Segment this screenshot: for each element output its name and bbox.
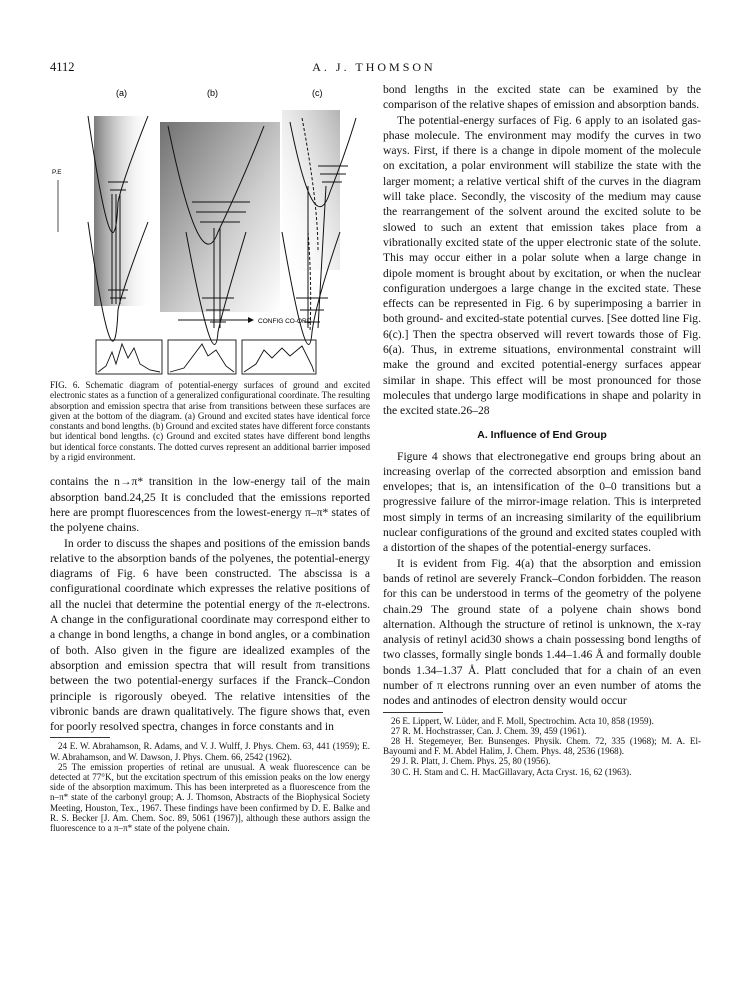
right-paragraph-2: The potential-energy surfaces of Fig. 6 apply to an isolated gas-phase molecule. The environment may modify the curves in two ways. First, if there is a change in dipole moment of the molecule on excitation, a polar environment will stabilize the state with the larger moment; a relative vertical shift of the curves in the diagram will take place. Secondly, the viscosity of the medium may cause the rearrangement of the solvent around the excited solute to be slowed to such an extent that emission takes place from a vibrationally excited state of the upper electronic state of the solute. This may occur either in a polar solute when a large change in dipole moment is brought about by excitation, or when the nuclear configuration undergoes a large change in the excited state. These effects can be represented in Fig. 6 by superimposing a barrier in both ground- and excited-state potential curves. [See dotted line Fig. 6(c).] Then the spectra observed will revert towards those of Fig. 6(a). Thus, in extreme situations, environmental constraint will make the ground and excited potential-energy surfaces appear similar in shape. This effect will be most pronounced for those molecules that undergo large modifications in shape and polarity in the excited state.26–28 bbox=[383, 113, 701, 418]
right-paragraph-1: bond lengths in the excited state can be examined by the comparison of the relative shapes of emission and absorption bands. bbox=[383, 83, 701, 112]
axis-label-energy: P.E bbox=[52, 169, 62, 176]
figure-6 bbox=[50, 82, 370, 378]
figure-caption: FIG. 6. Schematic diagram of potential-energy surfaces of ground and excited electronic states as a function of a generalized configurational coordinate. The resulting absorption and emission spectra that arise from transitions between these surfaces are given at the bottom of the diagram. (a) Ground and excited states have identical force constants and bond lengths. (b) Ground and excited states have different force constants but identical bond lengths. (c) Ground and excited states have different bond lengths but identical force constants. The dotted curves represent an additional barrier imposed by a rigid environment. bbox=[50, 380, 370, 463]
config-axis-arrowhead bbox=[248, 317, 254, 323]
spectra-row bbox=[96, 340, 316, 374]
section-heading: A. Influence of End Group bbox=[477, 428, 607, 441]
footnote-25: 25 The emission properties of retinal are unusual. A weak fluorescence can be detected at 77°K, but the excitation spectrum of this emission peaks on the low energy side of the absorption maximum. This has been interpreted as a fluorescence from the n–π* state of the carbonyl group; A. J. Thomson, Abstracts of the Biophysical Society Meeting, Houston, Tex., 1967. These findings have been confirmed by D. E. Balke and R. S. Becker [J. Am. Chem. Soc. 89, 5061 (1967)], although these authors assign the fluorescence to a π–π* state of the polyene chain. bbox=[50, 761, 370, 834]
left-paragraph-2: In order to discuss the shapes and positions of the emission bands relative to the absorption bands of the polyenes, the potential-energy diagrams of Fig. 6 have been constructed. The abscissa is a configurational coordinate which expresses the relative positions of all the nuclei that determine the potential energy of the π-electrons. A change in the configurational coordinate may correspond either to a change in bond lengths, a change in bond angles, or a combination of both. Also given in the figure are idealized examples of the absorption and emission spectra that will result from transitions between the two potential-energy surfaces if the Franck–Condon principle is rigorously obeyed. The relative intensities of the vibronic bands are drawn qualitatively. The figure shows that, even for poorly resolved spectra, changes in force constants and in bbox=[50, 536, 370, 734]
footnote-27: 27 R. M. Hochstrasser, Can. J. Chem. 39, 459 (1961). bbox=[391, 725, 587, 736]
spectrum-c bbox=[244, 346, 314, 372]
spectrum-a bbox=[98, 344, 160, 372]
spectrum-b-box bbox=[168, 340, 236, 374]
left-paragraph-1: contains the n→π* transition in the low-energy tail of the main absorption band.24,25 It is concluded that the emissions reported here are prompt fluorescences from the lowest-energy π–π* states of the polyene chains. bbox=[50, 475, 370, 535]
footnote-26: 26 E. Lippert, W. Lüder, and F. Moll, Spectrochim. Acta 10, 858 (1959). bbox=[391, 715, 654, 726]
panel-label-a: (a) bbox=[116, 88, 127, 98]
footnote-28: 28 H. Stegemeyer, Ber. Bunsenges. Physik. Chem. 72, 335 (1968); M. A. El-Bayoumi and F. M. Abdel Halim, J. Chem. Phys. 48, 2536 (1968). bbox=[383, 735, 701, 757]
right-paragraph-4: It is evident from Fig. 4(a) that the absorption and emission bands of retinol are severely Franck–Condon forbidden. The reason for this can be understood in terms of the geometry of the polyene chain.29 The ground state of a polyene chain shows bond alternation. Although the structure of retinol is unknown, the x-ray analysis of retinyl acid30 shows a chain possessing bond lengths of two classes, formally single bonds 1.44–1.46 Å and formally double bonds 1.34–1.37 Å. Platt concluded that for a chain of an even number of π electrons running over an even number of atoms the nodes and antinodes of electron density would occur bbox=[383, 556, 701, 708]
page-header bbox=[50, 60, 698, 76]
running-head: A. J. THOMSON bbox=[312, 60, 436, 74]
spectrum-b bbox=[170, 344, 234, 372]
left-column bbox=[50, 82, 370, 833]
footnote-rule bbox=[50, 737, 110, 738]
page-number: 4112 bbox=[50, 60, 75, 74]
footnote-29: 29 J. R. Platt, J. Chem. Phys. 25, 80 (1956). bbox=[391, 756, 551, 767]
footnote-rule-right bbox=[383, 712, 443, 713]
footnote-30: 30 C. H. Stam and C. H. MacGillavary, Acta Cryst. 16, 62 (1963). bbox=[391, 766, 632, 777]
footnote-24: 24 E. W. Abrahamson, R. Adams, and V. J. Wulff, J. Phys. Chem. 63, 441 (1959); E. W. Abrahamson, and W. Dawson, J. Phys. Chem. 66, 2542 (1962). bbox=[50, 741, 370, 762]
panel-label-c: (c) bbox=[312, 88, 323, 98]
panel-a-shade bbox=[94, 116, 152, 306]
spectrum-c-box bbox=[242, 340, 316, 374]
right-paragraph-3: Figure 4 shows that electronegative end groups bring about an increasing overlap of the corrected absorption and emission band envelopes; that is, an intensification of the 0–0 transitions but a progressive failure of the mirror-image relation. This is interpreted most simply in terms of an increasing similarity of the equilibrium nuclear configurations of the ground and excited states coupled with a distortion of the shapes of the potential-energy surfaces. bbox=[383, 449, 701, 555]
axis-label-config: CONFIG CO-ORD bbox=[258, 318, 312, 325]
panel-label-b: (b) bbox=[207, 88, 218, 98]
potential-energy-diagram bbox=[50, 82, 370, 378]
right-column bbox=[383, 82, 701, 777]
